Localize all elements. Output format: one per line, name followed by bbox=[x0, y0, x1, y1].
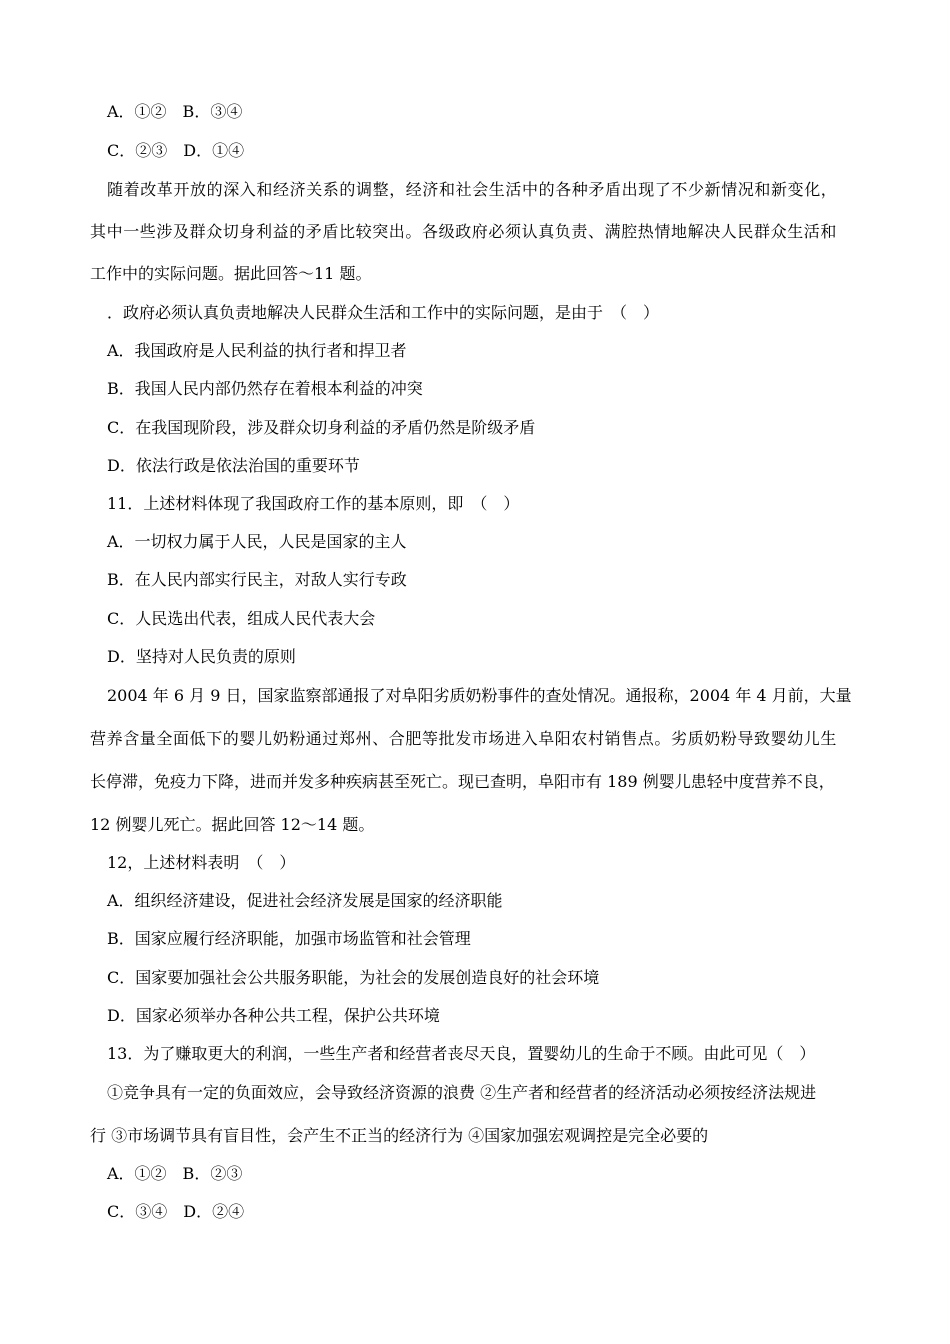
statements-line: ①竞争具有一定的负面效应，会导致经济资源的浪费 ②生产者和经营者的经济活动必须按经济法规进 bbox=[107, 1083, 817, 1102]
passage-line: 2004 年 6 月 9 日，国家监察部通报了对阜阳劣质奶粉事件的查处情况。通报称，2004 年 4 月前，大量 bbox=[107, 686, 852, 705]
question-stem: 11．上述材料体现了我国政府工作的基本原则，即 （ ） bbox=[107, 494, 520, 513]
statements-line: 行 ③市场调节具有盲目性，会产生不正当的经济行为 ④国家加强宏观调控是完全必要的 bbox=[90, 1126, 709, 1145]
answer-choices-line: C．③④ D．②④ bbox=[107, 1202, 245, 1221]
option-d: D．依法行政是依法治国的重要环节 bbox=[107, 456, 360, 475]
option-a: A．我国政府是人民利益的执行者和捍卫者 bbox=[107, 341, 407, 360]
question-stem: ．政府必须认真负责地解决人民群众生活和工作中的实际问题，是由于 （ ） bbox=[107, 303, 660, 322]
answer-choices-line: A．①② B．③④ bbox=[107, 102, 243, 121]
option-c: C．国家要加强社会公共服务职能，为社会的发展创造良好的社会环境 bbox=[107, 968, 600, 987]
answer-choices-line: A．①② B．②③ bbox=[107, 1164, 243, 1183]
passage-line: 长停滞，免疫力下降，进而并发多种疾病甚至死亡。现已查明，阜阳市有 189 例婴儿患轻中度营养不良， bbox=[90, 772, 835, 791]
option-a: A．组织经济建设，促进社会经济发展是国家的经济职能 bbox=[107, 891, 503, 910]
option-d: D．坚持对人民负责的原则 bbox=[107, 647, 296, 666]
option-c: C．在我国现阶段，涉及群众切身利益的矛盾仍然是阶级矛盾 bbox=[107, 418, 536, 437]
passage-line: 其中一些涉及群众切身利益的矛盾比较突出。各级政府必须认真负责、满腔热情地解决人民群众生活和 bbox=[90, 222, 838, 241]
option-c: C．人民选出代表，组成人民代表大会 bbox=[107, 609, 376, 628]
option-a: A．一切权力属于人民，人民是国家的主人 bbox=[107, 532, 407, 551]
option-b: B．在人民内部实行民主，对敌人实行专政 bbox=[107, 570, 407, 589]
option-b: B．我国人民内部仍然存在着根本利益的冲突 bbox=[107, 379, 423, 398]
passage-line: 随着改革开放的深入和经济关系的调整，经济和社会生活中的各种矛盾出现了不少新情况和新变化， bbox=[107, 180, 838, 199]
question-stem: 12，上述材料表明 （ ） bbox=[107, 853, 296, 872]
passage-line: 营养含量全面低下的婴儿奶粉通过郑州、合肥等批发市场进入阜阳农村销售点。劣质奶粉导致婴幼儿生 bbox=[90, 729, 838, 748]
passage-line: 12 例婴儿死亡。据此回答 12～14 题。 bbox=[90, 815, 375, 834]
question-stem: 13．为了赚取更大的利润，一些生产者和经营者丧尽天良，置婴幼儿的生命于不顾。由此可见（ ） bbox=[107, 1044, 816, 1063]
option-d: D．国家必须举办各种公共工程，保护公共环境 bbox=[107, 1006, 440, 1025]
passage-line: 工作中的实际问题。据此回答～11 题。 bbox=[90, 264, 372, 283]
option-b: B．国家应履行经济职能，加强市场监管和社会管理 bbox=[107, 929, 471, 948]
answer-choices-line: C．②③ D．①④ bbox=[107, 141, 245, 160]
